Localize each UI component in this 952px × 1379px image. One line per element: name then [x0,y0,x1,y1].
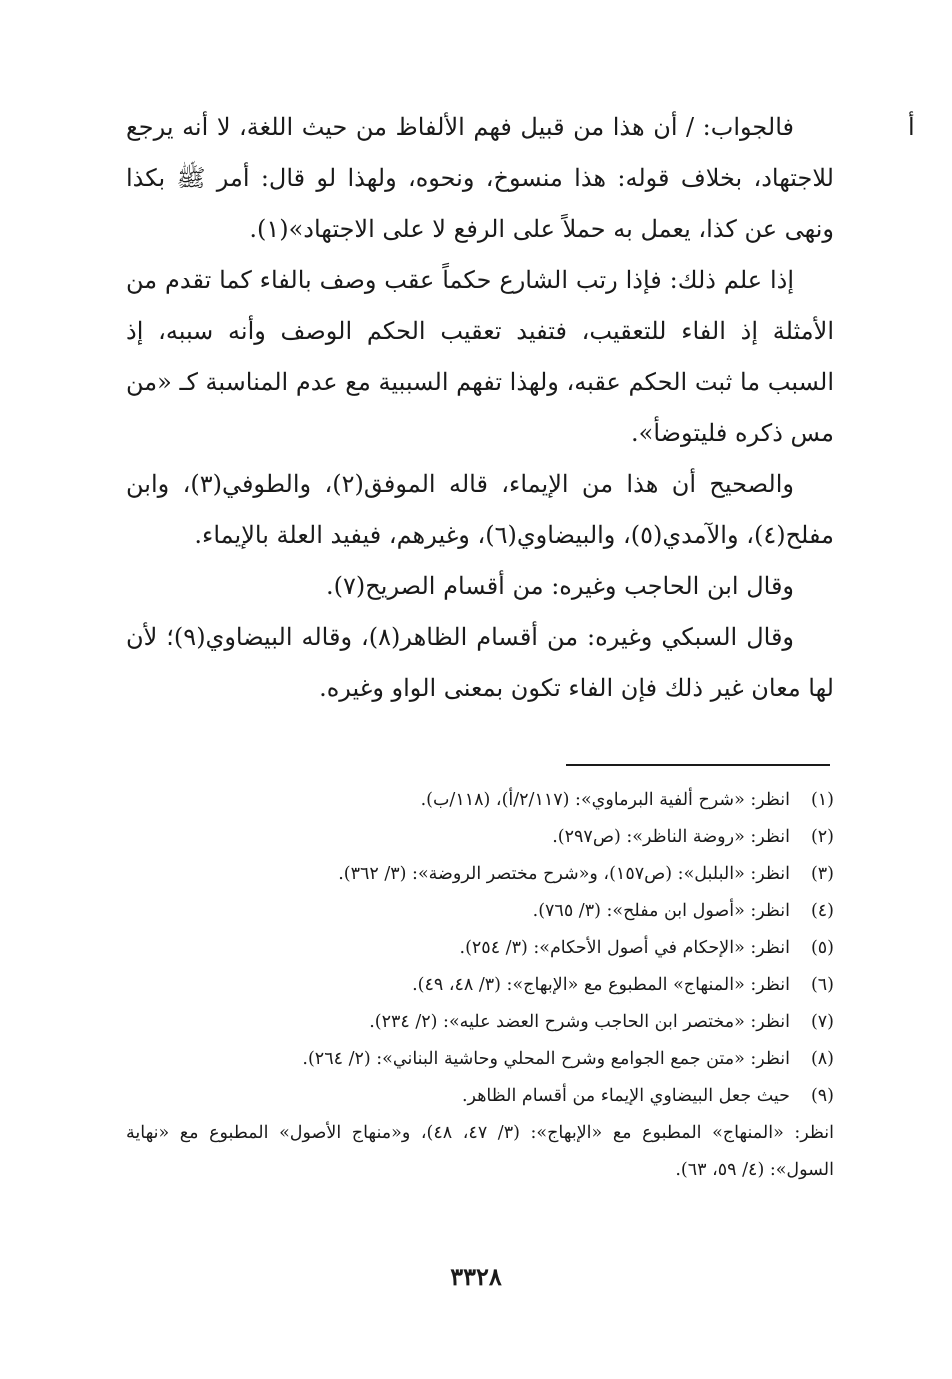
paragraph-correct-view: والصحيح أن هذا من الإيماء، قاله الموفق(٢)، والطوفي(٣)، وابن مفلح(٤)، والآمدي(٥)، والبيضاوي(٦)، وغيرهم، فيفيد العلة بالإيماء. [126,470,834,549]
footnote-number: (٦) [810,975,834,995]
footnote-text: انظر: «شرح ألفية البرماوي»: (٢/١١٧/أ)، (١١٨/ب). [420,790,790,810]
footnote-number: (٥) [810,938,834,958]
footnote-number: (٩) [810,1086,834,1106]
footnote-8 [126,1041,834,1078]
footnote-number: (٤) [810,901,834,921]
footnote-number: (٨) [810,1049,834,1069]
footnote-number: (١) [810,790,834,810]
footnote-4 [126,893,834,930]
footnote-7 [126,1004,834,1041]
footnote-text: انظر: «مختصر ابن الحاجب وشرح العضد عليه»: (٢/ ٢٣٤). [369,1012,790,1032]
footnote-number: (٧) [810,1012,834,1032]
footnote-5 [126,930,834,967]
footnote-9-continuation: انظر: «المنهاج» المطبوع مع «الإبهاج»: (٣/ ٤٧، ٤٨)، و«منهاج الأصول» المطبوع مع «نهاية السول»: (٤/ ٥٩، ٦٣). [126,1123,835,1180]
footnote-text: انظر: «المنهاج» المطبوع مع «الإبهاج»: (٣/ ٤٨، ٤٩). [412,975,790,995]
footnote-text: انظر: «الإحكام في أصول الأحكام»: (٣/ ٢٥٤). [459,938,790,958]
paragraph-subki: وقال السبكي وغيره: من أقسام الظاهر(٨)، وقاله البيضاوي(٩)؛ لأن لها معان غير ذلك فإن الفاء تكون بمعنى الواو وغيره. [126,623,834,702]
footnote-1 [126,782,834,819]
footnote-number: (٣) [810,864,834,884]
footnote-separator [566,764,830,766]
footnote-9 [126,1078,834,1115]
paragraph-ibn-hajib: وقال ابن الحاجب وغيره: من أقسام الصريح(٧). [326,572,794,600]
footnote-text: انظر: «البلبل»: (ص١٥٧)، و«شرح مختصر الروضة»: (٣/ ٣٦٢). [338,864,790,884]
footnote-2 [126,819,834,856]
paragraph-fa-causality: إذا علم ذلك: فإذا رتب الشارع حكماً عقب وصف بالفاء كما تقدم من الأمثلة إذ الفاء للتعقيب، فتفيد تعقيب الحكم الوصف وأنه سببه، إذ السبب ما ثبت الحكم عقبه، ولهذا تفهم السببية مع عدم المناسبة كـ «من مس ذكره فليتوضأ». [126,266,834,447]
footnotes [126,782,834,1189]
footnote-text: انظر: «متن جمع الجوامع وشرح المحلي وحاشية البناني»: (٢/ ٢٦٤). [302,1049,790,1069]
footnote-text: انظر: «روضة الناظر»: (ص٢٩٧). [552,827,790,847]
page-number: ٣٣٢٨ [450,1262,502,1291]
main-text [126,102,834,714]
margin-manuscript-mark: أ [908,113,915,141]
footnote-text: حيث جعل البيضاوي الإيماء من أقسام الظاهر. [461,1086,790,1106]
footnote-text: انظر: «أصول ابن مفلح»: (٣/ ٧٦٥). [532,901,790,921]
footnote-6 [126,967,834,1004]
footnote-3 [126,856,834,893]
paragraph-answer: فالجواب: / أن هذا من قبيل فهم الألفاظ من حيث اللغة، لا أنه يرجع للاجتهاد، بخلاف قوله: هذا منسوخ، ونحوه، ولهذا لو قال: أمر ﷺ بكذا ونهى عن كذا، يعمل به حملاً على الرفع لا على الاجتهاد»(١). [126,113,834,243]
footnote-number: (٢) [810,827,834,847]
